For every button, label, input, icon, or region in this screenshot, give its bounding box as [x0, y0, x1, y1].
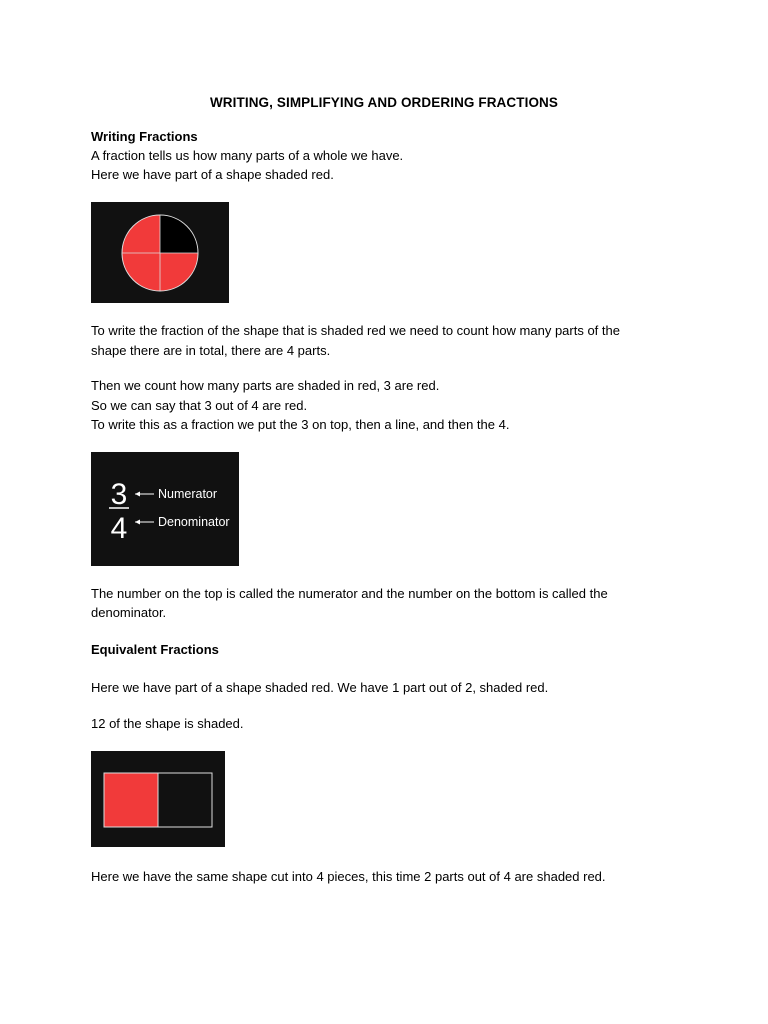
- circle-quarter-unshaded: [160, 215, 198, 253]
- intro-line-2: Here we have part of a shape shaded red.: [91, 167, 334, 182]
- fraction-diagram-svg: [91, 452, 239, 566]
- equivalent-para-3: Here we have the same shape cut into 4 pieces, this time 2 parts out of 4 are shaded red.: [91, 869, 606, 884]
- para-1-line-a: To write the fraction of the shape that is shaded red we need to count how many parts of the: [91, 323, 620, 338]
- rectangle-half-unshaded: [158, 773, 212, 827]
- circle-quarter-shaded: [160, 253, 198, 291]
- equivalent-para-1: Here we have part of a shape shaded red. We have 1 part out of 2, shaded red.: [91, 680, 549, 695]
- fraction-numerator: 3: [110, 478, 128, 511]
- para-3-line-a: The number on the top is called the numerator and the number on the bottom is called the: [91, 586, 608, 601]
- circle-quarter-shaded: [122, 253, 160, 291]
- rectangle-halves-svg: [91, 751, 225, 847]
- rectangle-half-shaded: [104, 773, 158, 827]
- para-2-line-c: To write this as a fraction we put the 3 on top, then a line, and then the 4.: [91, 417, 510, 432]
- intro-line-1: A fraction tells us how many parts of a whole we have.: [91, 148, 404, 163]
- denominator-arrowhead: [135, 520, 140, 525]
- circle-quarters-figure: [91, 202, 229, 303]
- rectangle-halves-figure: [91, 751, 225, 847]
- fraction-denominator: 4: [110, 512, 128, 545]
- circle-quarter-shaded: [122, 215, 160, 253]
- para-3-line-b: denominator.: [91, 605, 167, 620]
- fraction-diagram: [91, 452, 239, 566]
- para-1-line-b: shape there are in total, there are 4 parts.: [91, 343, 331, 358]
- numerator-label: Numerator: [158, 487, 218, 501]
- equivalent-para-2: 12 of the shape is shaded.: [91, 716, 244, 731]
- page-title: WRITING, SIMPLIFYING AND ORDERING FRACTIONS: [209, 95, 559, 110]
- heading-writing-fractions: Writing Fractions: [91, 129, 198, 144]
- para-2-line-b: So we can say that 3 out of 4 are red.: [91, 398, 308, 413]
- denominator-label: Denominator: [158, 515, 230, 529]
- circle-quarters-svg: [91, 202, 229, 303]
- numerator-arrowhead: [135, 492, 140, 497]
- heading-equivalent-fractions: Equivalent Fractions: [91, 642, 219, 657]
- para-2-line-a: Then we count how many parts are shaded in red, 3 are red.: [91, 378, 440, 393]
